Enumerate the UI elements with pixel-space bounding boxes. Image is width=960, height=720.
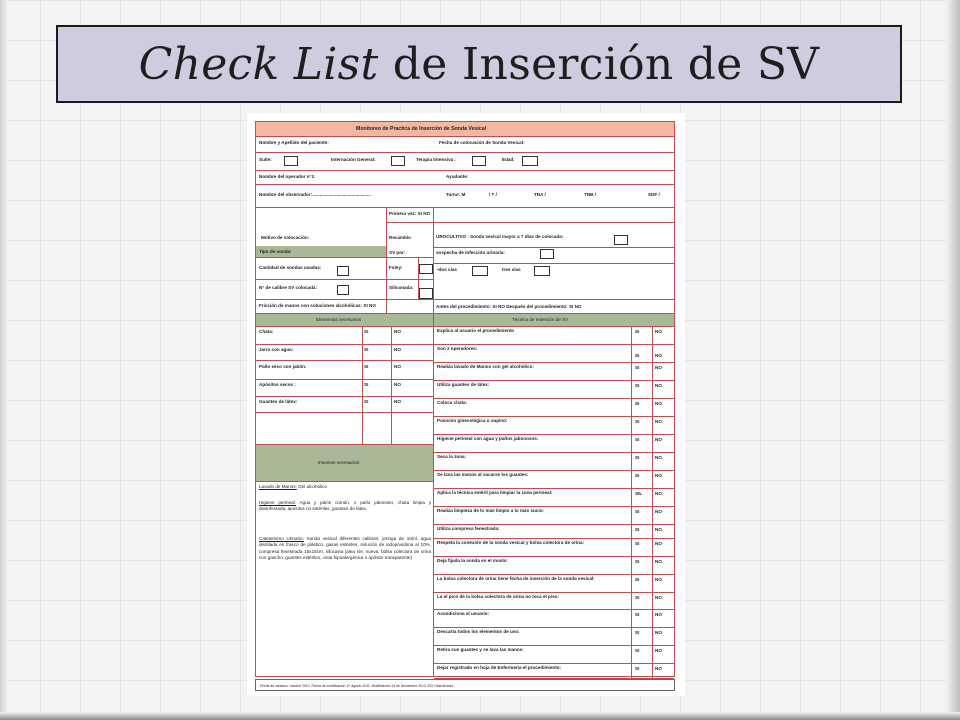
cateterismo-body: Sonda vesical diferentes calibres, jeringa de 10ml, agua destilada en frasco de plástico, gasas estériles, solución de iodopovidona al 10%, compresa fenestrada 15x15cm, silocaina jalea síe, nueva, bolsa colectora de orina con gancho, guantes estériles, cinta hipoalergénica o apósito transparente) — [259, 536, 431, 561]
tecnica-row-15-label: La el pico de la bolsa colectora de orina no toca el piso: — [437, 594, 560, 599]
tecnica-row-16-label: Acondiciona al usuario: — [437, 611, 490, 616]
tecnica-row-17-no[interactable]: NO — [655, 630, 662, 635]
urocultivo-checkbox[interactable] — [614, 235, 628, 245]
primera-vez-label: Primera vez: SI NO — [389, 211, 431, 216]
form-header: Monitoreo de Practica de Inserción de Sonda Vesical — [356, 126, 487, 132]
terapia-checkbox[interactable] — [472, 156, 486, 166]
tecnica-row-3-si[interactable]: SI — [635, 383, 640, 388]
tecnica-row-15-si[interactable]: SI — [635, 595, 640, 600]
checklist-form — [255, 121, 675, 677]
tecnica-row-9-si[interactable]: SIL — [635, 491, 643, 496]
elemento-row-4-no[interactable]: NO — [394, 399, 401, 404]
edad-label: Edad: — [502, 157, 515, 162]
observer-label: Nombre del observador:.............................................. — [259, 192, 371, 197]
tecnica-row-4-no[interactable]: NO — [655, 401, 662, 406]
tecnica-row-5-label: Posición ginecológica o supino: — [437, 418, 508, 423]
dos-vias-label: •dos vías — [437, 267, 457, 272]
tecnica-row-11-si[interactable]: SI — [635, 527, 640, 532]
elemento-row-0-label: Chata: — [259, 329, 274, 334]
tipo-sonda-label: Tipo de sonda: — [259, 249, 292, 254]
tnb-label: TNB / — [584, 192, 596, 197]
elemento-row-0-si[interactable]: SI — [364, 329, 369, 334]
elemento-row-2-no[interactable]: NO — [394, 364, 401, 369]
tecnica-row-18-label: Retira sus guantes y se lava las manos: — [437, 647, 524, 652]
turno-m-label: Turno: M — [446, 192, 466, 197]
tecnica-row-16-si[interactable]: SI — [635, 612, 640, 617]
tecnica-row-12-label: Respeta la conexión de la sonda vesical y bolsa colectora de orina: — [437, 540, 585, 545]
tecnica-row-19-no[interactable]: NO — [655, 666, 662, 671]
dos-vias-checkbox[interactable] — [472, 266, 488, 276]
foley-checkbox[interactable] — [419, 264, 433, 274]
cantidad-label: Cantidad de sondas usadas: — [259, 265, 322, 270]
tecnica-row-13-no[interactable]: NO — [655, 559, 662, 564]
tecnica-row-8-label: Se lava las manos al sacarse los guantes: — [437, 472, 529, 477]
siliconada-checkbox[interactable] — [419, 288, 433, 299]
slide-title-italic: Check List — [138, 38, 379, 90]
tecnica-row-14-si[interactable]: SI — [635, 577, 640, 582]
elemento-row-3-no[interactable]: NO — [394, 382, 401, 387]
tecnica-row-10-no[interactable]: NO — [655, 509, 662, 514]
tecnica-row-2-si[interactable]: SI — [635, 365, 640, 370]
form-footer: Fecha de creación: octubre 2010. Fecha de modificación 1ª: agosto 2011. Modificación 14 de Noviembre 2013. ECI Orila Alvarez — [260, 684, 454, 688]
tecnica-row-16-no[interactable]: NO — [655, 612, 662, 617]
higiene-title: Higiene perineal: — [259, 500, 296, 505]
tecnica-row-14-label: La bolsa colectora de orina tiene fecha de inserción de la sonda vesical: — [437, 576, 595, 581]
tecnica-row-1-label: Son 2 operadores: — [437, 346, 478, 351]
operator-label: Nombre del operador n°1: — [259, 174, 316, 179]
cantidad-checkbox[interactable] — [337, 266, 349, 276]
tecnica-row-7-no[interactable]: NO — [655, 455, 662, 460]
edad-checkbox[interactable] — [522, 156, 538, 166]
tecnica-row-17-si[interactable]: SI — [635, 630, 640, 635]
tecnica-row-12-si[interactable]: SI — [635, 541, 640, 546]
tecnica-row-10-si[interactable]: SI — [635, 509, 640, 514]
tres-vias-checkbox[interactable] — [534, 266, 550, 276]
tecnica-row-7-label: Seca la zona: — [437, 454, 467, 459]
lavado-text — [259, 484, 429, 490]
recambio-label: Recambio — [389, 235, 411, 240]
cateterismo-title: Cateterismo Urinario: — [259, 536, 304, 541]
tecnica-row-13-label: Deja fijada la sonda en el muslo: — [437, 558, 508, 563]
tecnica-row-5-si[interactable]: SI — [635, 419, 640, 424]
tecnica-row-6-label: Higiene perineal con agua y paños jabonosos: — [437, 436, 539, 441]
sospecha-label: sospecha de infección urinaria: — [436, 250, 505, 255]
tecnica-row-1-no[interactable]: NO — [655, 353, 662, 358]
tecnica-row-6-si[interactable]: SI — [635, 437, 640, 442]
tecnica-row-3-label: Utiliza guantes de látex: — [437, 382, 490, 387]
tecnica-row-14-no[interactable]: NO — [655, 577, 662, 582]
elemento-row-3-si[interactable]: SI — [364, 382, 369, 387]
tecnica-row-19-si[interactable]: SI — [635, 666, 640, 671]
tecnica-row-1-si[interactable]: SI — [635, 353, 640, 358]
tecnica-row-4-si[interactable]: SI — [635, 401, 640, 406]
siliconada-label: Siliconada: — [389, 285, 414, 290]
tecnica-row-2-label: Realiza lavado de Manos con gel alcohólico: — [437, 364, 535, 369]
elemento-row-3-label: Apósitos secos : — [259, 382, 296, 387]
tecnica-row-8-si[interactable]: SI — [635, 473, 640, 478]
insumos-header: Insumos necesarios: — [318, 460, 361, 465]
tecnica-row-15-no[interactable]: NO — [655, 595, 662, 600]
ayudante-label: Ayudante: — [446, 174, 469, 179]
checklist-form-image — [247, 113, 685, 696]
tecnica-row-9-no[interactable]: NO — [655, 491, 662, 496]
antes-label: Antes del procedimiento: SI NO Después del procedimiento: SI NO — [436, 304, 582, 309]
tecnica-row-0-label: Explica al usuario el procedimiento — [437, 328, 515, 333]
sv-por-label: SV por: — [389, 250, 406, 255]
tecnica-row-18-si[interactable]: SI — [635, 648, 640, 653]
tna-label: TNA / — [534, 192, 546, 197]
higiene-text — [259, 500, 431, 513]
internacion-checkbox[interactable] — [391, 156, 405, 166]
tecnica-row-10-label: Realiza limpieza de lo más limpio a lo más sucio: — [437, 508, 544, 513]
tecnica-row-0-no[interactable]: NO — [655, 329, 662, 334]
internacion-label: Internación General: — [331, 157, 376, 162]
suite-label: Suite: — [259, 157, 272, 162]
elemento-row-4-si[interactable]: SI — [364, 399, 369, 404]
urocultivo-label: UROCULTIVO : Sonda vesical mayor a 7 días de colocada: — [436, 234, 564, 239]
sospecha-checkbox[interactable] — [540, 249, 554, 259]
tecnica-row-19-label: Dejar registrado en hoja de Enfermería el procedimiento: — [437, 665, 562, 670]
slide-bottom-edge — [0, 712, 960, 720]
slide-title-rest: de Inserción de SV — [378, 38, 820, 90]
patient-name-label: Nombre y Apellido del paciente: — [259, 140, 329, 145]
lavado-title: Lavado de Manos: — [259, 484, 297, 489]
elemento-row-2-label: Paño seco con jabón: — [259, 364, 307, 369]
elemento-row-1-si[interactable]: SI — [364, 347, 369, 352]
tecnica-row-3-no[interactable]: NO — [655, 383, 662, 388]
turno-t-label: / T / — [489, 192, 497, 197]
tecnica-row-6-no[interactable]: NO — [655, 437, 662, 442]
tecnica-row-11-label: Utiliza compresa fenestrada: — [437, 526, 500, 531]
tecnica-row-8-no[interactable]: NO — [655, 473, 662, 478]
elementos-header: Elementos necesarios — [316, 317, 362, 322]
tecnica-row-18-no[interactable]: NO — [655, 648, 662, 653]
slide-right-edge — [946, 0, 960, 720]
calibre-label: N° de calibre SV colocada: — [259, 285, 318, 290]
motivo-label: Motivo de colocación: — [261, 235, 310, 240]
elemento-row-1-no[interactable]: NO — [394, 347, 401, 352]
calibre-checkbox[interactable] — [337, 285, 349, 295]
tecnica-row-11-no[interactable]: NO — [655, 527, 662, 532]
tres-vias-label: tres vías — [502, 267, 521, 272]
tecnica-row-2-no[interactable]: NO — [655, 365, 662, 370]
elemento-row-0-no[interactable]: NO — [394, 329, 401, 334]
elemento-row-4-label: Guantes de látex: — [259, 399, 298, 404]
tecnica-header: Técnica de Inserción de SV — [512, 317, 569, 322]
tecnica-row-5-no[interactable]: NO — [655, 419, 662, 424]
tecnica-row-13-si[interactable]: SI — [635, 559, 640, 564]
form-footer-box — [255, 679, 675, 691]
placement-date-label: Fecha de colocación de Sonda Vesical: — [439, 140, 525, 145]
lavado-body: Gel alcohólico — [296, 484, 327, 489]
tecnica-row-9-label: Aplica la técnica estéril para limpiar la zona perineal: — [437, 490, 553, 495]
suite-checkbox[interactable] — [284, 156, 298, 166]
higiene-body: Agua y jabón común, o paño jabonoso, chata limpia y desinfectada, apósitos no estériles, guantes de látex. — [259, 500, 431, 512]
tecnica-row-0-si[interactable]: SI — [635, 329, 640, 334]
tecnica-row-4-label: Coloca chata: — [437, 400, 468, 405]
slide-title-box — [56, 25, 902, 103]
slide-left-edge — [0, 0, 8, 720]
terapia-label: Terapia Intensiva : — [416, 157, 456, 162]
tecnica-row-7-si[interactable]: SI — [635, 455, 640, 460]
cateterismo-text — [259, 536, 431, 562]
elemento-row-1-label: Jarra con agua: — [259, 347, 294, 352]
friccion-label: Fricción de manos con soluciones alcohólicas: SI NO — [259, 303, 376, 308]
slide-title — [139, 39, 820, 90]
sdf-label: SDF / — [648, 192, 660, 197]
tecnica-row-17-label: Descarta todos los elementos de uso: — [437, 629, 520, 634]
tecnica-row-12-no[interactable]: NO — [655, 541, 662, 546]
elemento-row-2-si[interactable]: SI — [364, 364, 369, 369]
foley-label: Foley: — [389, 265, 403, 270]
